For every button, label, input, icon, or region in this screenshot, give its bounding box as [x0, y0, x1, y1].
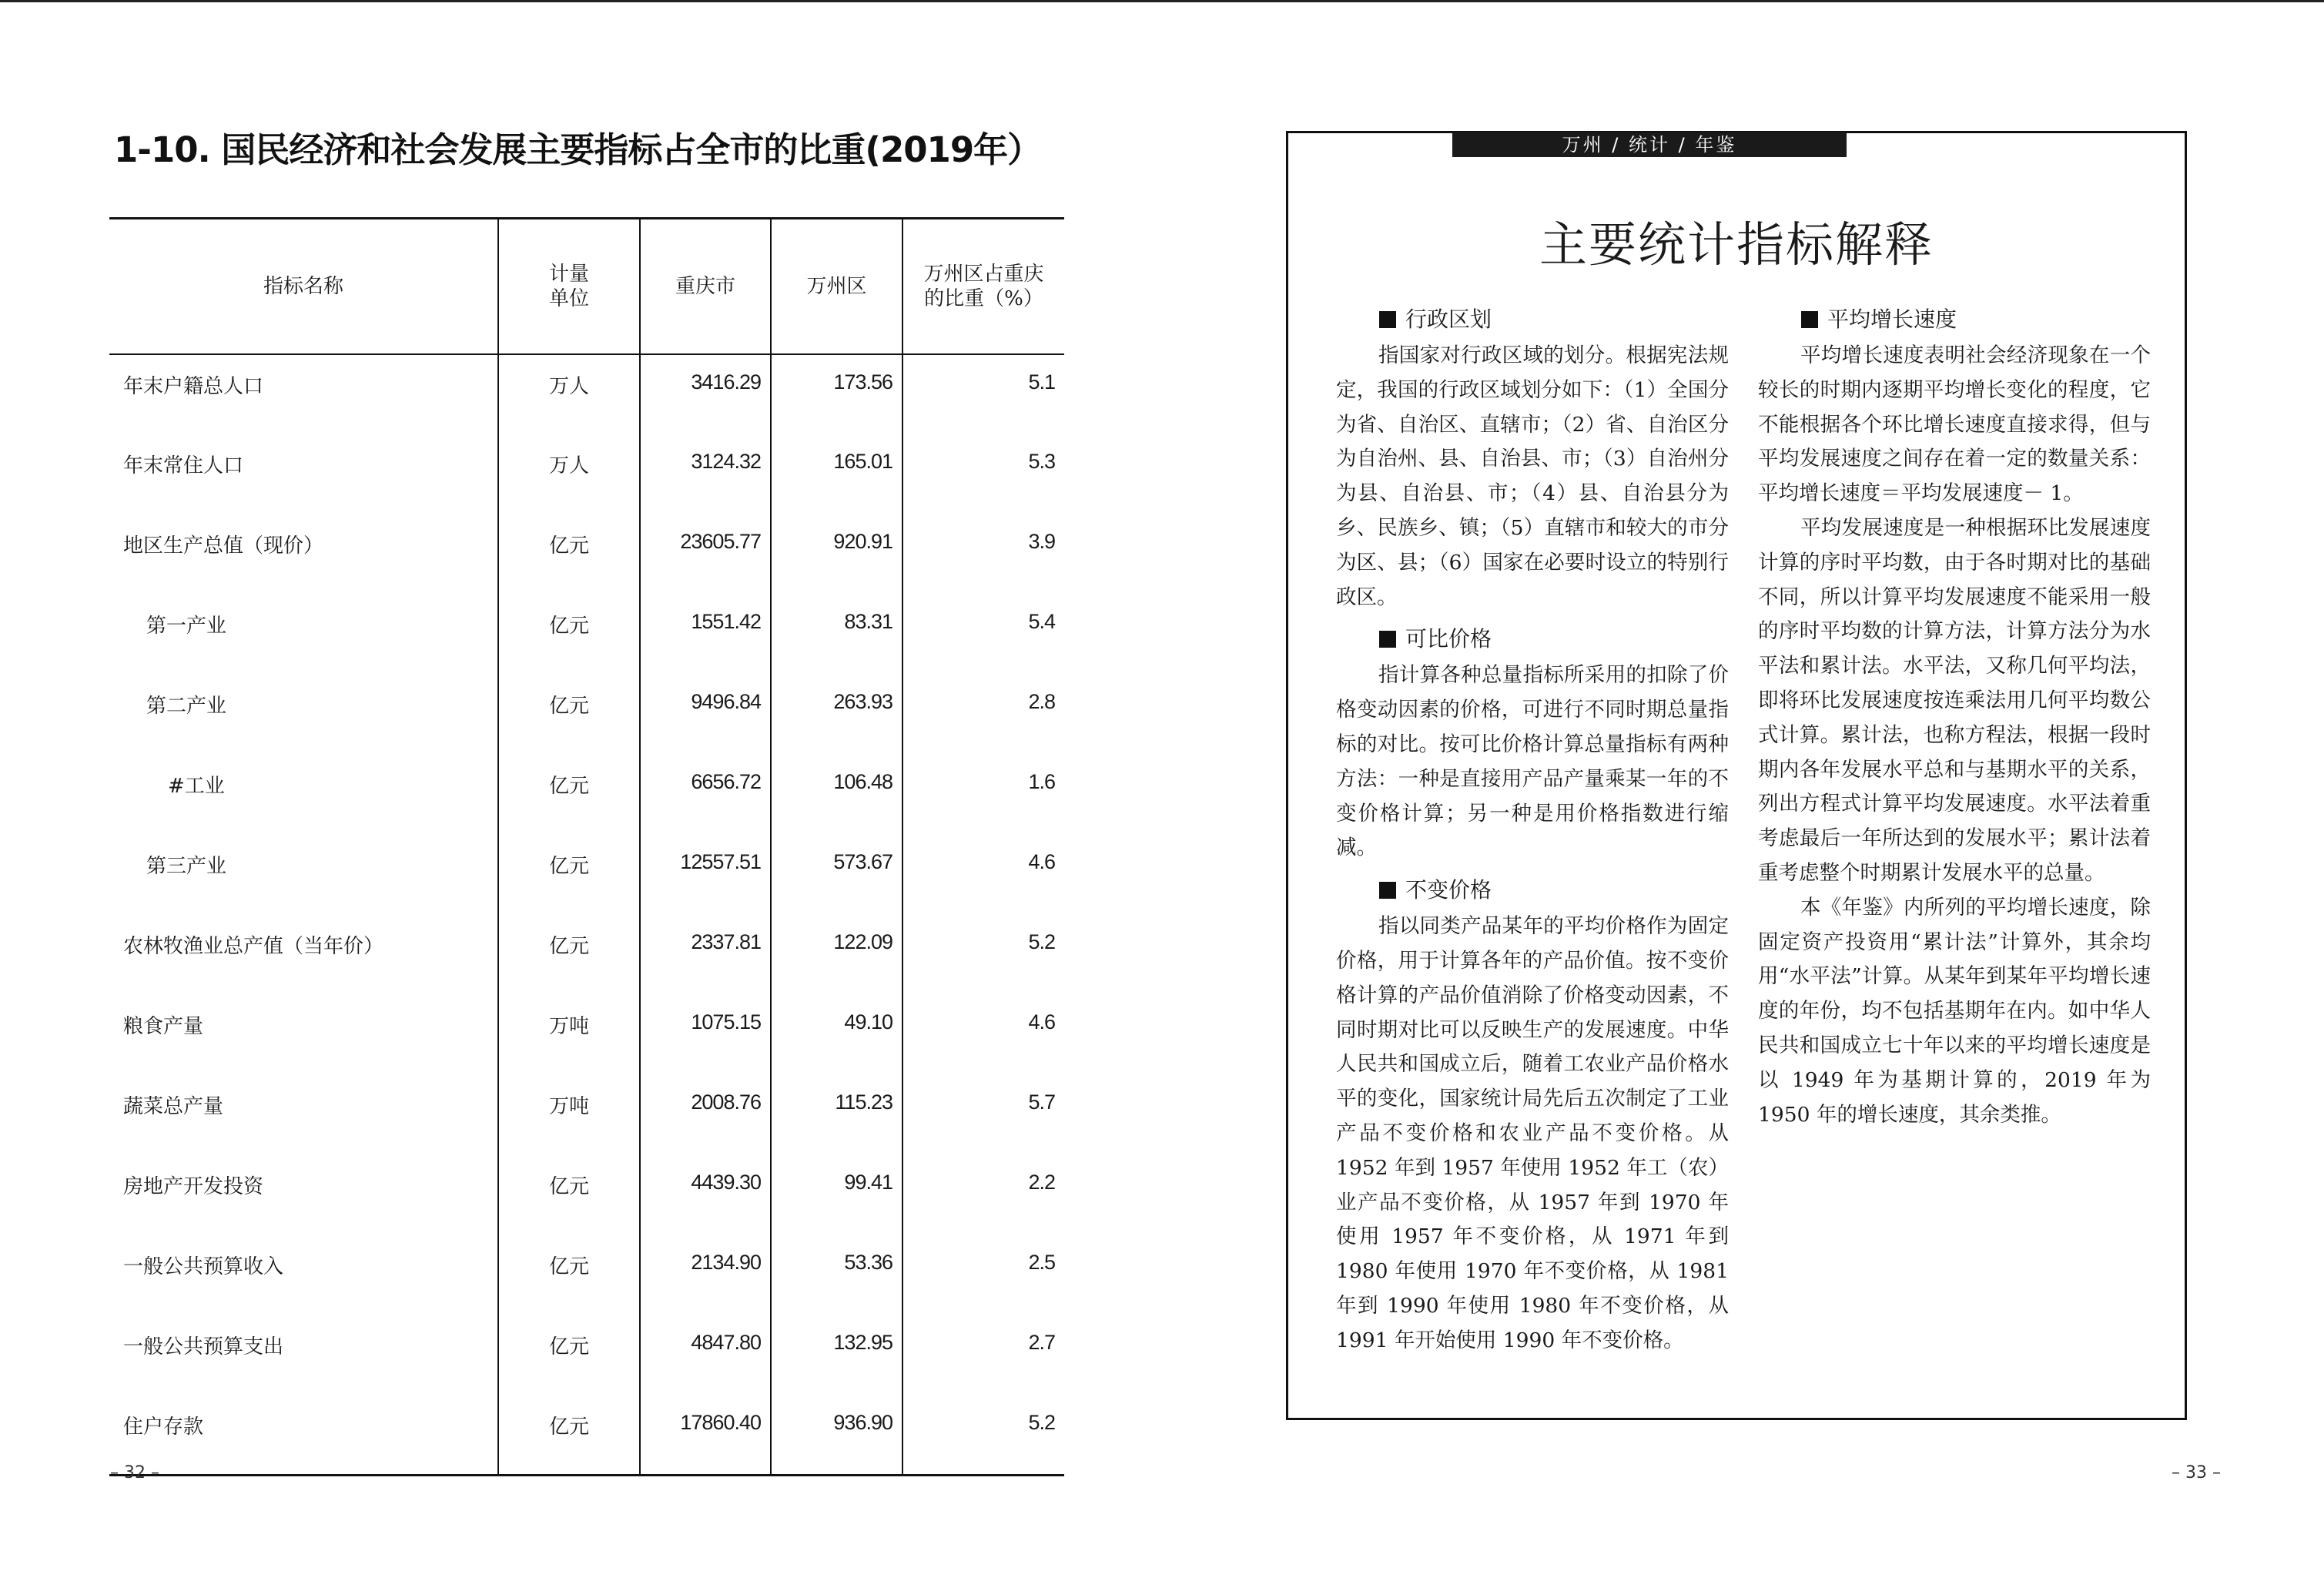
table-row [109, 514, 1064, 595]
chongqing-value: 17860.40 [640, 1395, 771, 1476]
column-header: 重庆市 [640, 219, 771, 354]
share-value: 5.7 [902, 1075, 1064, 1155]
unit-cell: 亿元 [498, 1315, 640, 1395]
term-definition: 平均增长速度表明社会经济现象在一个较长的时期内逐期平均增长变化的程度，它不能根据各个环比增长速度直接求得，但与平均发展速度之间存在着一定的数量关系：平均增长速度＝平均发展速度－ 1。 [1758, 343, 2151, 506]
table-row [109, 1155, 1064, 1235]
chongqing-value: 9496.84 [640, 675, 771, 755]
unit-cell: 亿元 [498, 835, 640, 915]
chongqing-value: 4439.30 [640, 1155, 771, 1235]
table-row [109, 995, 1064, 1075]
indicator-name: #工业 [168, 774, 225, 798]
wanzhou-value: 53.36 [771, 1235, 902, 1315]
table-row [109, 675, 1064, 755]
table-row [109, 1075, 1064, 1155]
wanzhou-value: 165.01 [771, 434, 902, 514]
indicator-name: 年末常住人口 [123, 454, 244, 477]
wanzhou-value: 49.10 [771, 995, 902, 1075]
share-value: 5.4 [902, 595, 1064, 675]
column-header: 万州区占重庆 的比重（%） [902, 219, 1064, 354]
table-row [109, 835, 1064, 915]
table-row [109, 1395, 1064, 1476]
chongqing-value: 2008.76 [640, 1075, 771, 1155]
indicator-name: 第三产业 [146, 854, 227, 878]
table-row [109, 915, 1064, 995]
column-header: 万州区 [771, 219, 902, 354]
table-row [109, 1315, 1064, 1395]
wanzhou-value: 115.23 [771, 1075, 902, 1155]
section-heading: 主要统计指标解释 [1539, 216, 1934, 273]
wanzhou-value: 132.95 [771, 1315, 902, 1395]
term-title [1336, 624, 1729, 655]
table-body [109, 354, 1064, 1476]
unit-cell: 亿元 [498, 675, 640, 755]
share-value: 2.7 [902, 1315, 1064, 1395]
term-definition: 指计算各种总量指标所采用的扣除了价格变动因素的价格，可进行不同时期总量指标的对比。按可比价格计算总量指标有两种方法：一种是直接用产品产量乘某一年的不变价格计算；另一种是用价格指数进行缩减。 [1336, 663, 1729, 860]
text-column-right [1758, 304, 2151, 1132]
share-value: 5.1 [902, 354, 1064, 434]
indicator-name: 房地产开发投资 [123, 1174, 264, 1198]
term-definition: 指国家对行政区域的划分。根据宪法规定，我国的行政区域划分如下：（1）全国分为省、自治区、直辖市；（2）省、自治区分为自治州、县、自治县、市；（3）自治州分为县、自治县、市；（4）县、自治县分为乡、民族乡、镇；（5）直辖市和较大的市分为区、县；（6）国家在必要时设立的特别行政区。 [1336, 343, 1729, 609]
share-value: 5.2 [902, 915, 1064, 995]
wanzhou-value: 106.48 [771, 755, 902, 835]
square-bullet-icon [1379, 631, 1396, 648]
chongqing-value: 1075.15 [640, 995, 771, 1075]
term-definition: 指以同类产品某年的平均价格作为固定价格，用于计算各年的产品价值。按不变价格计算的产品价值消除了价格变动因素，不同时期对比可以反映生产的发展速度。中华人民共和国成立后，随着工农业产品价格水平的变化，国家统计局先后五次制定了工业产品不变价格和农业产品不变价格。从 1952 年到 1957 年使用 1952 年工（农）业产品不变价格，从 1957 年到 1970 年使用 1957 年不变价格，从 1971 年到 1980 年使用 1970 年不变价格，从 1981 年到 1990 年使用 1980 年不变价格，从 1991 年开始使用 1990 年不变价格。 [1336, 914, 1729, 1352]
square-bullet-icon [1379, 882, 1396, 899]
indicator-name: 粮食产量 [123, 1014, 204, 1038]
share-value: 5.2 [902, 1395, 1064, 1476]
indicator-name: 农林牧渔业总产值（当年价） [123, 934, 384, 958]
indicator-name: 蔬菜总产量 [123, 1094, 224, 1118]
indicator-table [109, 217, 1064, 1476]
unit-cell: 亿元 [498, 1395, 640, 1476]
page-number-right: – 33 – [2172, 1463, 2221, 1482]
table-header-row [109, 219, 1064, 354]
indicator-name: 年末户籍总人口 [123, 374, 264, 398]
unit-cell: 万吨 [498, 1075, 640, 1155]
unit-cell: 亿元 [498, 1235, 640, 1315]
unit-cell: 亿元 [498, 915, 640, 995]
term-title-text: 行政区划 [1405, 307, 1492, 332]
term-title-text: 不变价格 [1405, 877, 1492, 903]
unit-cell: 亿元 [498, 595, 640, 675]
term-definition: 本《年鉴》内所列的平均增长速度，除固定资产投资用“累计法”计算外，其余均用“水平法”计算。从某年到某年平均增长速度的年份，均不包括基期年在内。如中华人民共和国成立七十年以来的平均增长速度是以 1949 年为基期计算的，2019 年为 1950 年的增长速度，其余类推。 [1758, 895, 2151, 1127]
square-bullet-icon [1801, 311, 1818, 328]
wanzhou-value: 573.67 [771, 835, 902, 915]
unit-cell: 万人 [498, 434, 640, 514]
indicator-name: 住户存款 [109, 1395, 498, 1476]
share-value: 4.6 [902, 995, 1064, 1075]
unit-cell: 亿元 [498, 755, 640, 835]
chongqing-value: 1551.42 [640, 595, 771, 675]
term-title [1336, 875, 1729, 906]
table-row [109, 1235, 1064, 1315]
square-bullet-icon [1379, 311, 1396, 328]
page-number-left: – 32 – [110, 1463, 159, 1482]
chongqing-value: 23605.77 [640, 514, 771, 595]
wanzhou-value: 122.09 [771, 915, 902, 995]
unit-cell: 亿元 [498, 1155, 640, 1235]
table-row [109, 354, 1064, 434]
wanzhou-value: 83.31 [771, 595, 902, 675]
chongqing-value: 2134.90 [640, 1235, 771, 1315]
unit-cell: 万吨 [498, 995, 640, 1075]
share-value: 2.2 [902, 1155, 1064, 1235]
share-value: 3.9 [902, 514, 1064, 595]
table-row [109, 434, 1064, 514]
chongqing-value: 3416.29 [640, 354, 771, 434]
indicator-name: 一般公共预算收入 [123, 1255, 284, 1278]
unit-cell: 万人 [498, 354, 640, 434]
share-value: 1.6 [902, 755, 1064, 835]
term-title-text: 可比价格 [1405, 626, 1492, 652]
column-header: 计量 单位 [498, 219, 640, 354]
chongqing-value: 4847.80 [640, 1315, 771, 1395]
term-title [1336, 304, 1729, 335]
top-rule [0, 0, 2324, 2]
share-value: 4.6 [902, 835, 1064, 915]
chongqing-value: 6656.72 [640, 755, 771, 835]
wanzhou-value: 263.93 [771, 675, 902, 755]
wanzhou-value: 99.41 [771, 1155, 902, 1235]
text-column-left [1336, 304, 1729, 1368]
indicator-name: 第一产业 [146, 614, 227, 638]
unit-cell: 亿元 [498, 514, 640, 595]
wanzhou-value: 920.91 [771, 514, 902, 595]
share-value: 5.3 [902, 434, 1064, 514]
column-header: 指标名称 [109, 219, 498, 354]
table-row [109, 595, 1064, 675]
share-value: 2.8 [902, 675, 1064, 755]
table-row [109, 755, 1064, 835]
wanzhou-value: 936.90 [771, 1395, 902, 1476]
yearbook-tab-label: 万州 / 统计 / 年鉴 [1452, 132, 1847, 157]
indicator-name: 地区生产总值（现价） [123, 534, 324, 558]
term-title [1758, 304, 2151, 335]
chongqing-value: 2337.81 [640, 915, 771, 995]
term-definition: 平均发展速度是一种根据环比发展速度计算的序时平均数，由于各时期对比的基础不同，所以计算平均发展速度不能采用一般的序时平均数的计算方法，计算方法分为水平法和累计法。水平法，又称几何平均法，即将环比发展速度按连乘法用几何平均数公式计算。累计法，也称方程法，根据一段时期内各年发展水平总和与基期水平的关系，列出方程式计算平均发展速度。水平法着重考虑最后一年所达到的发展水平；累计法着重考虑整个时期累计发展水平的总量。 [1758, 515, 2151, 885]
term-title-text: 平均增长速度 [1827, 307, 1957, 332]
chongqing-value: 12557.51 [640, 835, 771, 915]
chongqing-value: 3124.32 [640, 434, 771, 514]
table-title: 1-10. 国民经济和社会发展主要指标占全市的比重(2019年） [114, 129, 1042, 170]
share-value: 2.5 [902, 1235, 1064, 1315]
indicator-name: 第二产业 [146, 694, 227, 718]
wanzhou-value: 173.56 [771, 354, 902, 434]
indicator-name: 一般公共预算支出 [123, 1335, 284, 1359]
